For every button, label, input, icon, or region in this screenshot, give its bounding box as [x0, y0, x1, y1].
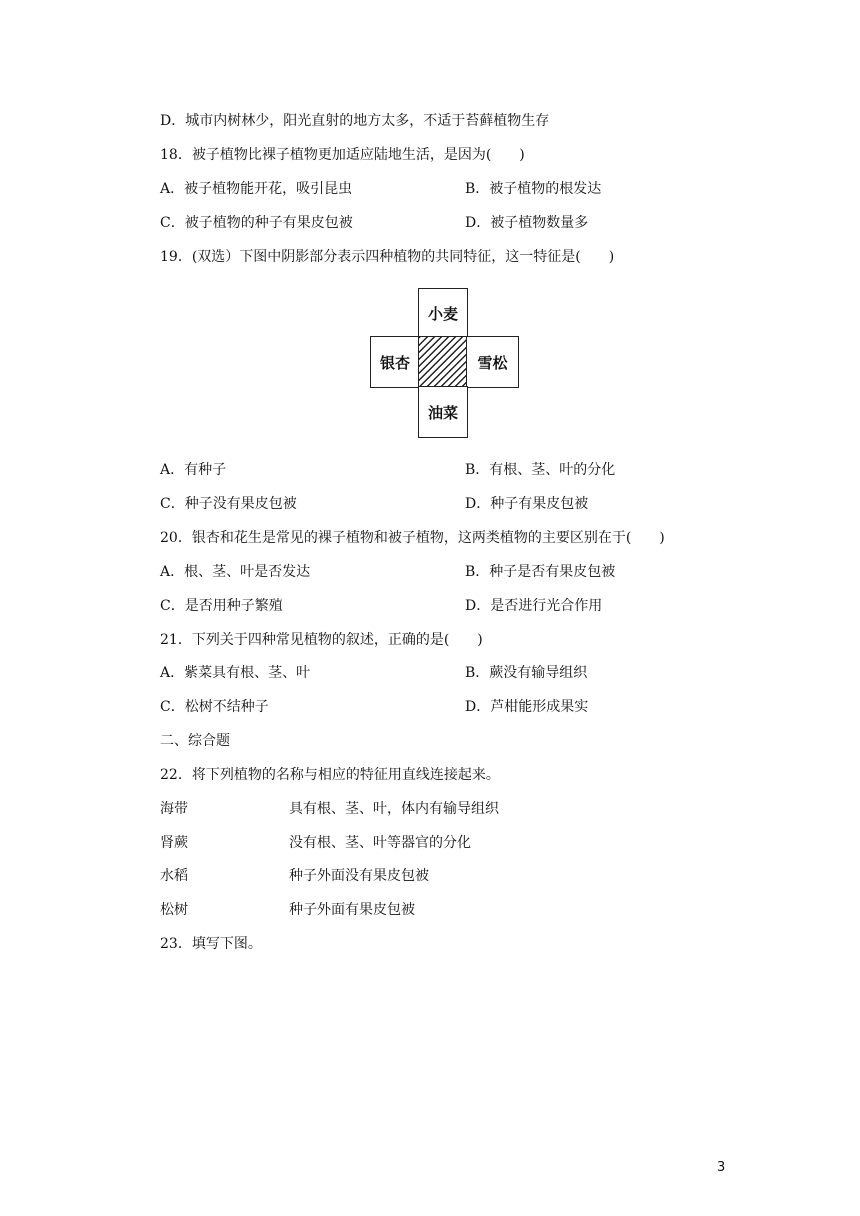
question-20-option-d: D．是否进行光合作用 [465, 598, 603, 614]
page-number: 3 [717, 1160, 726, 1175]
plant-feature: 种子外面没有果皮包被 [289, 868, 429, 884]
plant-feature: 具有根、茎、叶，体内有输导组织 [289, 801, 499, 817]
plant-feature: 种子外面有果皮包被 [289, 902, 415, 918]
question-18-option-b: B．被子植物的根发达 [465, 181, 602, 197]
plant-feature: 没有根、茎、叶等器官的分化 [289, 835, 471, 851]
question-19-option-b: B．有根、茎、叶的分化 [465, 462, 616, 478]
question-19-option-a: A．有种子 [160, 462, 227, 478]
question-19: 19．(双选）下图中阴影部分表示四种植物的共同特征，这一特征是( ) [160, 249, 615, 265]
question-21-option-d: D．芦柑能形成果实 [465, 699, 589, 715]
question-20-option-b: B．种子是否有果皮包被 [465, 564, 616, 580]
plant-name: 松树 [160, 902, 188, 918]
question-17-option-d: D．城市内树林少，阳光直射的地方太多，不适于苔藓植物生存 [160, 113, 550, 129]
section-heading: 二、综合题 [160, 733, 230, 749]
plant-name: 水稻 [160, 868, 188, 884]
question-18: 18．被子植物比裸子植物更加适应陆地生活，是因为( ) [160, 147, 525, 163]
question-21-option-c: C．松树不结种子 [160, 699, 269, 715]
question-20-option-a: A．根、茎、叶是否发达 [160, 564, 311, 580]
question-19-option-c: C．种子没有果皮包被 [160, 496, 297, 512]
plant-name: 肾蕨 [160, 835, 188, 851]
question-21-option-a: A．紫菜具有根、茎、叶 [160, 665, 311, 681]
question-20: 20．银杏和花生是常见的裸子植物和被子植物，这两类植物的主要区别在于( ) [160, 530, 665, 546]
diagram-cell-bottom: 油菜 [418, 386, 468, 438]
question-22: 22．将下列植物的名称与相应的特征用直线连接起来。 [160, 767, 500, 783]
question-21: 21．下列关于四种常见植物的叙述，正确的是( ) [160, 632, 483, 648]
question-18-option-d: D．被子植物数量多 [465, 215, 589, 231]
question-21-option-b: B．蕨没有输导组织 [465, 665, 588, 681]
question-18-option-c: C．被子植物的种子有果皮包被 [160, 215, 353, 231]
diagram-cell-right: 雪松 [466, 336, 519, 388]
plant-name: 海带 [160, 801, 188, 817]
question-20-option-c: C．是否用种子繁殖 [160, 598, 283, 614]
venn-cross-diagram [370, 288, 520, 438]
question-23: 23．填写下图。 [160, 936, 262, 952]
diagram-cell-top: 小麦 [418, 288, 468, 338]
diagram-cell-left: 银杏 [370, 336, 420, 388]
question-18-option-a: A．被子植物能开花，吸引昆虫 [160, 181, 353, 197]
diagram-shaded-center [418, 336, 468, 388]
question-19-option-d: D．种子有果皮包被 [465, 496, 589, 512]
